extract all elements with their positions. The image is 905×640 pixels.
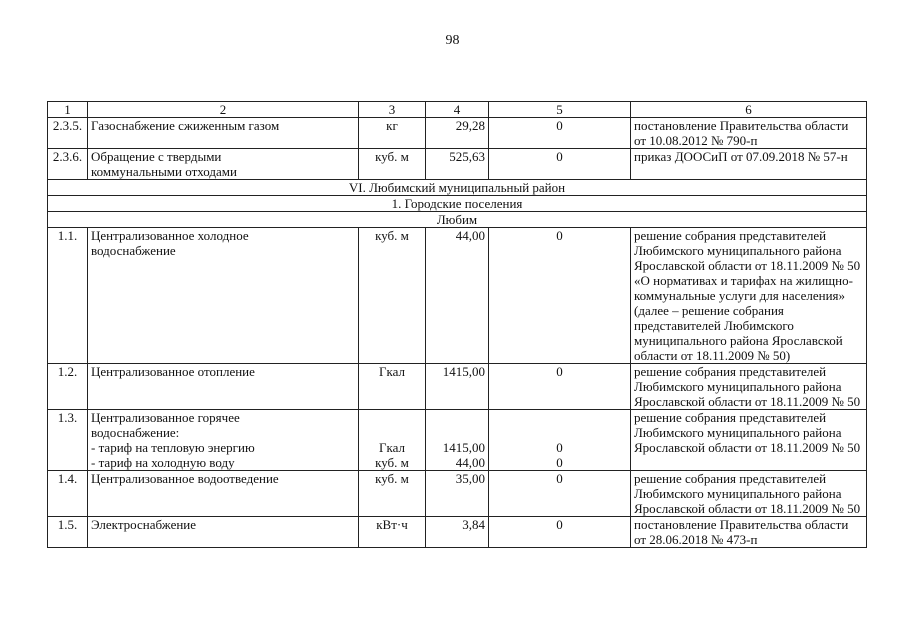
locality-row <box>48 212 867 228</box>
zero-value-line: 0 <box>556 228 563 243</box>
column-header: 4 <box>426 102 489 118</box>
unit-line: Гкал <box>378 364 405 379</box>
service-name-line: Обращение с твердыми <box>91 149 222 164</box>
legal-basis-line: «О нормативах и тарифах на жилищно- <box>634 273 853 288</box>
row-number: 1.3. <box>48 410 88 471</box>
table-row <box>48 410 867 471</box>
unit <box>359 228 426 364</box>
service-name-line: водоснабжение <box>91 243 176 258</box>
zero-value <box>489 471 631 517</box>
legal-basis <box>631 228 867 364</box>
legal-basis-line: от 28.06.2018 № 473-п <box>634 532 758 547</box>
legal-basis-line: решение собрания представителей <box>634 364 827 379</box>
locality-title: Любим <box>48 212 867 228</box>
service-name-line: Электроснабжение <box>91 517 197 532</box>
legal-basis-line: решение собрания представителей <box>634 471 827 486</box>
service-name: Газоснабжение сжиженным газом <box>88 118 359 149</box>
zero-value-line: 0 <box>556 471 563 486</box>
tariff-value-line <box>429 410 485 425</box>
row-number: 1.2. <box>48 364 88 410</box>
legal-basis-line: представителей Любимского <box>634 318 794 333</box>
legal-basis-line: Любимского муниципального района <box>634 486 842 501</box>
unit-line: куб. м <box>375 455 409 470</box>
tariff-value <box>426 517 489 548</box>
tariff-value <box>426 471 489 517</box>
legal-basis-line: решение собрания представителей <box>634 410 827 425</box>
column-header: 3 <box>359 102 426 118</box>
zero-value: 0 <box>489 149 631 180</box>
legal-basis: приказ ДООСиП от 07.09.2018 № 57-н <box>631 149 867 180</box>
legal-basis-line: постановление Правительства области <box>634 118 849 133</box>
tariff-value-line: 1415,00 <box>442 440 485 455</box>
legal-basis-line: Любимского муниципального района <box>634 379 842 394</box>
service-name <box>88 228 359 364</box>
service-name-line: Централизованное горячее <box>91 410 240 425</box>
row-number: 2.3.6. <box>48 149 88 180</box>
row-number: 1.5. <box>48 517 88 548</box>
subsection-title: 1. Городские поселения <box>48 196 867 212</box>
legal-basis-line: области от 18.11.2009 № 50) <box>634 348 791 363</box>
unit-line <box>362 410 422 425</box>
row-number: 1.1. <box>48 228 88 364</box>
tariff-value-line <box>429 425 485 440</box>
tariff-value <box>426 410 489 471</box>
service-name-line: коммунальными отходами <box>91 164 237 179</box>
tariff-value-line: 35,00 <box>455 471 485 486</box>
legal-basis-line: Ярославской области от 18.11.2009 № 50 <box>634 501 861 516</box>
legal-basis-line: от 10.08.2012 № 790-п <box>634 133 758 148</box>
unit <box>359 410 426 471</box>
zero-value-line: 0 <box>556 440 563 455</box>
unit-line: Гкал <box>378 440 405 455</box>
tariff-value <box>426 364 489 410</box>
legal-basis-line: Ярославской области от 18.11.2009 № 50 <box>634 258 861 273</box>
unit: куб. м <box>359 149 426 180</box>
tariff-value-line: 44,00 <box>455 455 485 470</box>
legal-basis-line: Любимского муниципального района <box>634 243 842 258</box>
section-title: VI. Любимский муниципальный район <box>48 180 867 196</box>
unit <box>359 364 426 410</box>
legal-basis-line: коммунальные услуги для населения» <box>634 288 846 303</box>
subsection-row <box>48 196 867 212</box>
service-name-line: - тариф на тепловую энергию <box>91 440 255 455</box>
service-name-line: водоснабжение: <box>91 425 180 440</box>
service-name <box>88 149 359 180</box>
row-number: 2.3.5. <box>48 118 88 149</box>
table-row <box>48 517 867 548</box>
service-name <box>88 471 359 517</box>
table-row <box>48 228 867 364</box>
legal-basis <box>631 364 867 410</box>
table-row <box>48 118 867 149</box>
unit <box>359 517 426 548</box>
unit-line <box>362 425 422 440</box>
column-header: 6 <box>631 102 867 118</box>
zero-value: 0 <box>489 118 631 149</box>
column-header: 2 <box>88 102 359 118</box>
legal-basis-line: постановление Правительства области <box>634 517 849 532</box>
unit: кг <box>359 118 426 149</box>
zero-value-line <box>492 425 627 440</box>
service-name <box>88 517 359 548</box>
tariff-value-line: 1415,00 <box>442 364 485 379</box>
table-row <box>48 471 867 517</box>
legal-basis <box>631 517 867 548</box>
column-number-row <box>48 102 867 118</box>
unit <box>359 471 426 517</box>
legal-basis <box>631 471 867 517</box>
service-name <box>88 410 359 471</box>
service-name <box>88 364 359 410</box>
zero-value-line: 0 <box>556 455 563 470</box>
tariff-value <box>426 228 489 364</box>
row-number: 1.4. <box>48 471 88 517</box>
legal-basis-line: Ярославской области от 18.11.2009 № 50 <box>634 394 861 409</box>
zero-value <box>489 228 631 364</box>
zero-value <box>489 364 631 410</box>
zero-value-line: 0 <box>556 364 563 379</box>
tariff-value: 525,63 <box>426 149 489 180</box>
tariff-value-line: 44,00 <box>455 228 485 243</box>
column-header: 5 <box>489 102 631 118</box>
legal-basis-line: (далее – решение собрания <box>634 303 784 318</box>
legal-basis-line: Ярославской области от 18.11.2009 № 50 <box>634 440 861 455</box>
table-row <box>48 364 867 410</box>
zero-value <box>489 410 631 471</box>
unit-line: кВт·ч <box>376 517 408 532</box>
service-name-line: Централизованное отопление <box>91 364 255 379</box>
zero-value <box>489 517 631 548</box>
tariff-table <box>47 101 867 548</box>
legal-basis <box>631 410 867 471</box>
legal-basis-line: муниципального района Ярославской <box>634 333 843 348</box>
unit-line: куб. м <box>375 471 409 486</box>
zero-value-line <box>492 410 627 425</box>
section-row <box>48 180 867 196</box>
unit-line: куб. м <box>375 228 409 243</box>
zero-value-line: 0 <box>556 517 563 532</box>
page-number: 98 <box>445 33 460 48</box>
legal-basis-line: Любимского муниципального района <box>634 425 842 440</box>
column-header: 1 <box>48 102 88 118</box>
tariff-value: 29,28 <box>426 118 489 149</box>
legal-basis <box>631 118 867 149</box>
legal-basis-line: решение собрания представителей <box>634 228 827 243</box>
service-name-line: Централизованное холодное <box>91 228 249 243</box>
service-name-line: - тариф на холодную воду <box>91 455 235 470</box>
tariff-value-line: 3,84 <box>462 517 485 532</box>
table-row <box>48 149 867 180</box>
service-name-line: Централизованное водоотведение <box>91 471 279 486</box>
